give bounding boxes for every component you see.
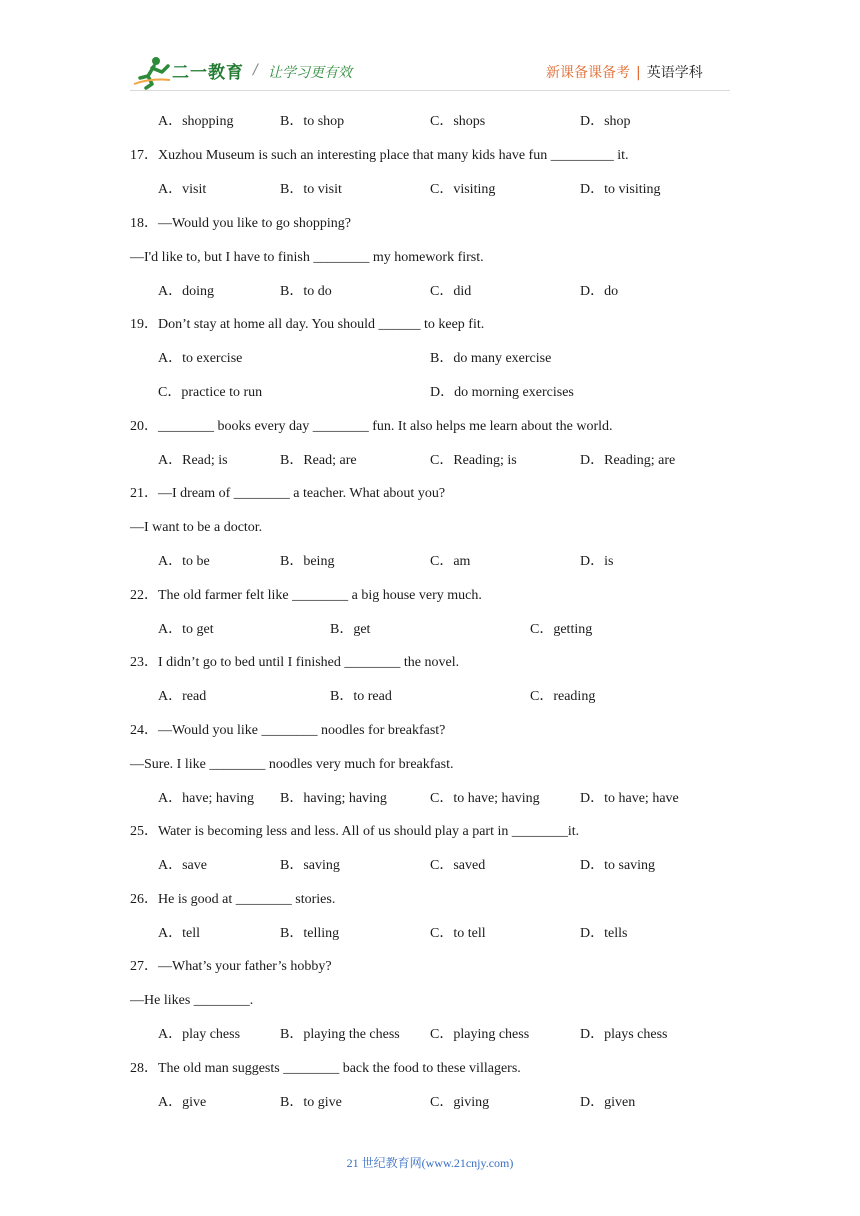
q28-option-d: D．given [580, 1095, 636, 1110]
q26-option-a: A．tell [158, 926, 200, 941]
q27-option-a: A．play chess [158, 1027, 241, 1042]
q26-option-d: D．tells [580, 926, 628, 941]
q16-option-a: A．shopping [158, 114, 234, 129]
header-separator: | [636, 65, 641, 81]
q26-stem: 26．He is good at ________ stories. [130, 892, 336, 907]
q25-stem: 25．Water is becoming less and less. All of us should play a part in ________it. [130, 824, 580, 839]
q23-option-c: C．reading [530, 689, 596, 704]
q20-stem: 20．________ books every day ________ fun. It also helps me learn about the world. [130, 419, 613, 434]
q27-option-b: B．playing the chess [280, 1027, 400, 1042]
slogan-separator: / [253, 62, 258, 78]
q27-option-c: C．playing chess [430, 1027, 530, 1042]
q21-stem: 21．—I dream of ________ a teacher. What about you? [130, 486, 446, 501]
header-right [546, 62, 703, 82]
q17-option-b: B．to visit [280, 182, 342, 197]
header-divider [130, 90, 730, 91]
q24-stem-reply: —Sure. I like ________ noodles very much for breakfast. [130, 757, 454, 772]
q28-option-a: A．give [158, 1095, 207, 1110]
q25-option-a: A．save [158, 858, 207, 873]
q24-option-a: A．have; having [158, 791, 255, 806]
q22-option-a: A．to get [158, 622, 214, 637]
q16-option-c: C．shops [430, 114, 486, 129]
q24-stem: 24．—Would you like ________ noodles for breakfast? [130, 723, 446, 738]
q21-option-c: C．am [430, 554, 471, 569]
q22-stem: 22．The old farmer felt like ________ a big house very much. [130, 588, 482, 603]
q24-option-d: D．to have; have [580, 791, 679, 806]
logo-text: 二一教育 [172, 63, 244, 83]
q18-stem: 18．—Would you like to go shopping? [130, 216, 351, 231]
q16-option-d: D．shop [580, 114, 631, 129]
q20-option-b: B．Read; are [280, 453, 357, 468]
q23-option-a: A．read [158, 689, 207, 704]
q28-stem: 28．The old man suggests ________ back the food to these villagers. [130, 1061, 521, 1076]
q18-stem-reply: —I'd like to, but I have to finish ________ my homework first. [130, 250, 484, 265]
q19-option-a: A．to exercise [158, 351, 243, 366]
q27-stem-reply: —He likes ________. [130, 993, 254, 1008]
page-header [0, 0, 860, 100]
q25-option-d: D．to saving [580, 858, 656, 873]
q25-option-b: B．saving [280, 858, 340, 873]
q17-option-a: A．visit [158, 182, 207, 197]
q18-option-a: A．doing [158, 284, 214, 299]
q22-option-c: C．getting [530, 622, 593, 637]
q19-option-c: C．practice to run [158, 385, 263, 400]
q24-option-c: C．to have; having [430, 791, 540, 806]
q23-stem: 23．I didn’t go to bed until I finished ________ the novel. [130, 655, 460, 670]
q19-option-b: B．do many exercise [430, 351, 552, 366]
q26-option-b: B．telling [280, 926, 340, 941]
q21-option-a: A．to be [158, 554, 210, 569]
q19-stem: 19．Don’t stay at home all day. You should ______ to keep fit. [130, 317, 485, 332]
q26-option-c: C．to tell [430, 926, 486, 941]
q17-option-c: C．visiting [430, 182, 496, 197]
logo [130, 54, 242, 90]
q16-option-b: B．to shop [280, 114, 345, 129]
q18-option-c: C．did [430, 284, 472, 299]
q20-option-a: A．Read; is [158, 453, 228, 468]
q19-option-d: D．do morning exercises [430, 385, 574, 400]
q21-stem-reply: —I want to be a doctor. [130, 520, 263, 535]
q27-option-d: D．plays chess [580, 1027, 668, 1042]
q17-stem: 17．Xuzhou Museum is such an interesting place that many kids have fun _________ it. [130, 148, 629, 163]
runner-logo-icon [130, 54, 174, 90]
q17-option-d: D．to visiting [580, 182, 661, 197]
q28-option-c: C．giving [430, 1095, 490, 1110]
q21-option-d: D．is [580, 554, 614, 569]
q25-option-c: C．saved [430, 858, 486, 873]
q24-option-b: B．having; having [280, 791, 387, 806]
q23-option-b: B．to read [330, 689, 392, 704]
q20-option-d: D．Reading; are [580, 453, 676, 468]
q28-option-b: B．to give [280, 1095, 342, 1110]
q22-option-b: B．get [330, 622, 371, 637]
q18-option-d: D．do [580, 284, 619, 299]
slogan: 让学习更有效 [268, 65, 352, 81]
q18-option-b: B．to do [280, 284, 332, 299]
subject-label: 英语学科 [646, 65, 703, 81]
q27-stem: 27．—What’s your father’s hobby? [130, 959, 332, 974]
course-label: 新课备课备考 [546, 65, 630, 81]
q20-option-c: C．Reading; is [430, 453, 517, 468]
page-footer[interactable]: 21 世纪教育网(www.21cnjy.com) [346, 1156, 514, 1170]
q21-option-b: B．being [280, 554, 335, 569]
